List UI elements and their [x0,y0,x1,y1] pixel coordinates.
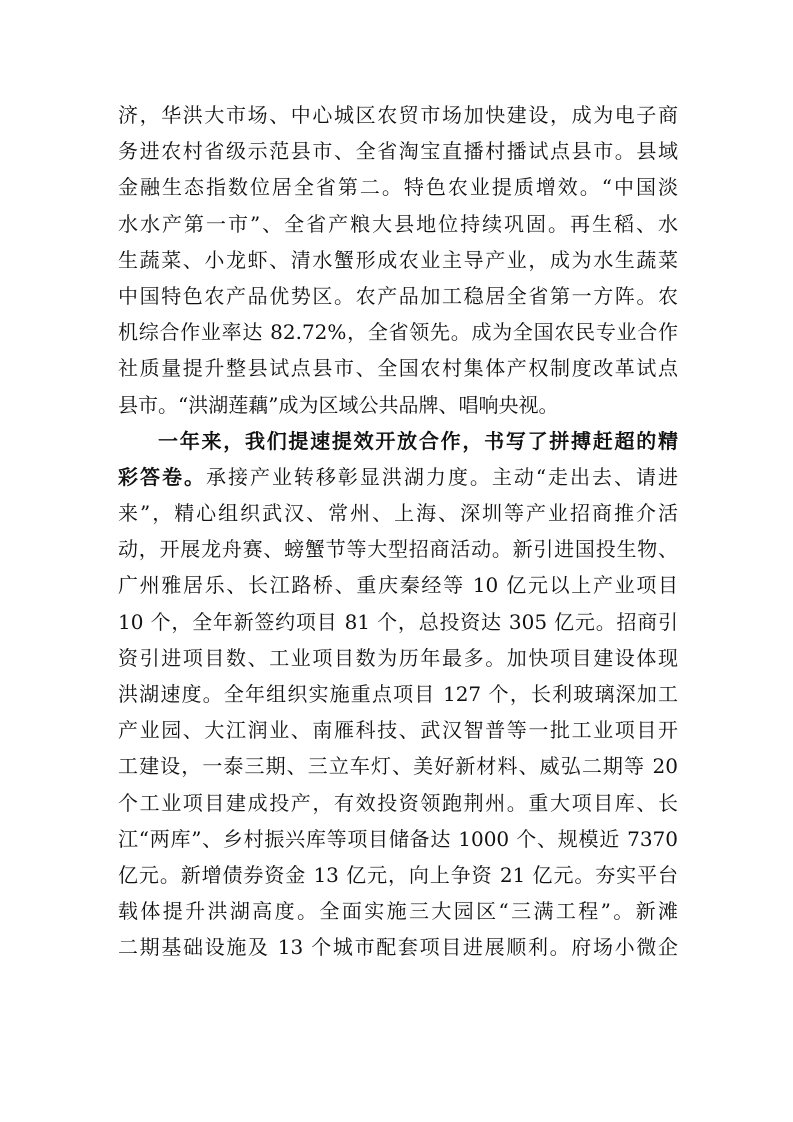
text-line [118,169,678,205]
text-run: 来”，精心组织武汉、常州、上海、深圳等产业招商推介活 [118,501,678,526]
text-line [118,604,678,640]
text-run: 承接产业转移彰显洪湖力度。主动“走出去、请进 [205,464,678,489]
text-run: 个工业项目建成投产，有效投资领跑荆州。重大项目库、长 [118,790,678,815]
paragraph-1 [118,97,678,423]
text-run: 水水产第一市”、全省产粮大县地位持续巩固。再生稻、水 [118,211,678,236]
text-line [118,640,678,676]
text-run: 济，华洪大市场、中心城区农贸市场加快建设，成为电子商 [118,103,678,127]
text-line [118,423,678,459]
text-line [118,676,678,712]
text-line [118,531,678,567]
text-line [118,133,678,169]
text-line [118,314,678,350]
text-line [118,459,678,495]
text-run: 二期基础设施及 13 个城市配套项目进展顺利。府场小微企 [118,935,678,960]
bold-heading-run: 彩答卷。 [118,464,206,489]
text-run: 机综合作业率达 82.72%，全省领先。成为全国农民专业合作 [118,320,678,345]
text-line [118,206,678,242]
text-line [118,748,678,784]
text-run: 资引进项目数、工业项目数为历年最多。加快项目建设体现 [118,645,678,670]
document-body [118,97,678,966]
text-run: 中国特色农产品优势区。农产品加工稳居全省第一方阵。农 [118,283,678,308]
text-line [118,242,678,278]
text-run: 载体提升洪湖高度。全面实施三大园区“三满工程”。新滩 [118,899,678,924]
text-line [118,929,678,965]
text-line [118,387,678,423]
text-run: 江“两库”、乡村振兴库等项目储备达 1000 个、规模近 7370 [118,826,678,851]
text-run: 县市。“洪湖莲藕”成为区域公共品牌、唱响央视。 [118,392,559,417]
text-run: 工建设，一泰三期、三立车灯、美好新材料、威弘二期等 20 [118,754,678,779]
text-run: 金融生态指数位居全省第二。特色农业提质增效。“中国淡 [118,175,678,200]
text-run: 社质量提升整县试点县市、全国农村集体产权制度改革试点 [118,356,678,381]
text-line [118,785,678,821]
text-run: 动，开展龙舟赛、螃蟹节等大型招商活动。新引进国投生物、 [118,537,678,562]
text-line [118,893,678,929]
text-line [118,857,678,893]
text-run: 广州雅居乐、长江路桥、重庆秦经等 10 亿元以上产业项目 [118,573,678,598]
text-line [118,97,678,133]
text-run: 10 个，全年新签约项目 81 个，总投资达 305 亿元。招商引 [118,609,678,634]
bold-heading-run: 一年来，我们提速提效开放合作，书写了拼搏赶超的精 [158,428,678,453]
text-run: 产业园、大江润业、南雁科技、武汉智普等一批工业项目开 [118,718,678,743]
text-run: 亿元。新增债券资金 13 亿元，向上争资 21 亿元。夯实平台 [118,862,678,887]
text-run: 务进农村省级示范县市、全省淘宝直播村播试点县市。县域 [118,139,678,164]
text-run: 生蔬菜、小龙虾、清水蟹形成农业主导产业，成为水生蔬菜 [118,247,678,272]
text-line [118,278,678,314]
paragraph-2 [118,423,678,966]
text-line [118,567,678,603]
text-line [118,821,678,857]
text-line [118,350,678,386]
text-line [118,495,678,531]
text-line [118,712,678,748]
text-run: 洪湖速度。全年组织实施重点项目 127 个，长利玻璃深加工 [118,682,678,706]
